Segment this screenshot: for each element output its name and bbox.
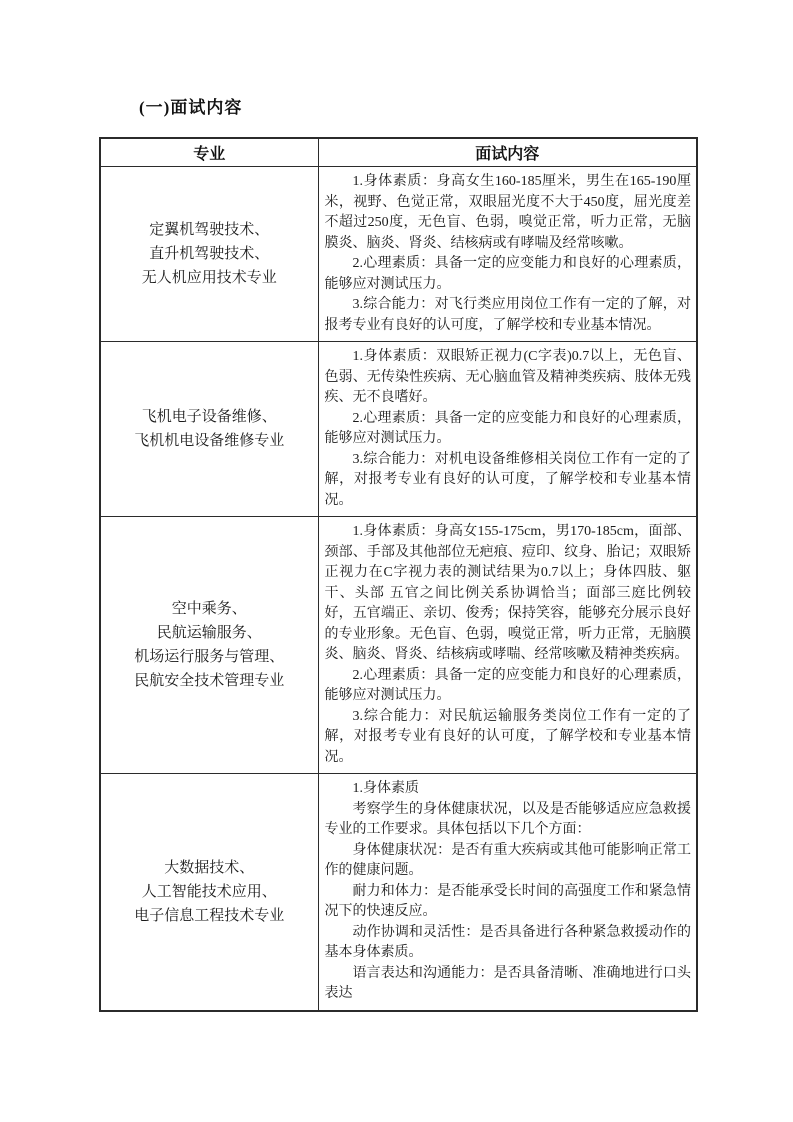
content-cell [318, 774, 697, 1011]
interview-content-table [99, 137, 698, 1012]
major-line: 大数据技术、 [164, 859, 255, 876]
content-paragraph: 1.身体素质：身高女155-175cm，男170-185cm，面部、颈部、手部及其他部位无疤痕、痘印、纹身、胎记；双眼矫正视力在C字视力表的测试结果为0.7以上；身体四肢、躯干、头部 五官之间比例关系协调恰当；面部三庭比例较好，五官端正、亲切、俊秀；保持笑容，能够充分展示良好的专业形象。无色盲、色弱，嗅觉正常，听力正常，无脑膜炎、脑炎、肾炎、结核病或哮喘、经常咳嗽及精神类疾病。 [324, 524, 691, 662]
header-major: 专业 [100, 138, 318, 167]
header-interview-content: 面试内容 [318, 138, 697, 167]
major-cell [100, 342, 318, 517]
content-paragraph: 考察学生的身体健康状况，以及是否能够适应应急救援专业的工作要求。具体包括以下几个方面： [324, 801, 691, 837]
table-row [100, 167, 697, 342]
content-paragraph: 2.心理素质：具备一定的应变能力和良好的心理素质，能够应对测试压力。 [324, 410, 691, 446]
content-cell [318, 167, 697, 342]
major-line: 人工智能技术应用、 [141, 883, 277, 900]
content-paragraph: 1.身体素质 [352, 781, 419, 796]
major-line: 直升机驾驶技术、 [149, 246, 270, 262]
content-paragraph: 语言表达和沟通能力：是否具备清晰、准确地进行口头表达 [324, 965, 691, 1001]
header-row [100, 138, 697, 167]
content-paragraph: 2.心理素质：具备一定的应变能力和良好的心理素质，能够应对测试压力。 [324, 256, 691, 292]
table-row [100, 517, 697, 774]
content-paragraph: 动作协调和灵活性：是否具备进行各种紧急救援动作的基本身体素质。 [324, 924, 691, 960]
section-heading: (一)面试内容 [139, 98, 243, 117]
major-line: 电子信息工程技术专业 [134, 907, 285, 924]
major-line: 无人机应用技术专业 [141, 270, 277, 286]
content-paragraph: 1.身体素质：双眼矫正视力(C字表)0.7以上，无色盲、色弱、无传染性疾病、无心脑血管及精神类疾病、肢体无残疾、无不良嗜好。 [324, 349, 691, 405]
table-header [100, 138, 697, 167]
major-line: 飞机机电设备维修专业 [134, 433, 285, 449]
content-paragraph: 3.综合能力：对飞行类应用岗位工作有一定的了解，对报考专业有良好的认可度，了解学校和专业基本情况。 [324, 297, 691, 333]
major-cell [100, 167, 318, 342]
major-cell [100, 517, 318, 774]
content-paragraph: 身体健康状况：是否有重大疾病或其他可能影响正常工作的健康问题。 [324, 842, 691, 878]
table-body [100, 167, 697, 1011]
major-line: 飞机电子设备维修、 [141, 409, 277, 425]
major-line: 民航安全技术管理专业 [134, 673, 285, 689]
content-paragraph: 3.综合能力：对机电设备维修相关岗位工作有一定的了解，对报考专业有良好的认可度，了解学校和专业基本情况。 [324, 451, 691, 508]
table-row [100, 774, 697, 1011]
content-paragraph: 耐力和体力：是否能承受长时间的高强度工作和紧急情况下的快速反应。 [324, 883, 691, 919]
major-line: 机场运行服务与管理、 [134, 649, 285, 665]
major-line: 民航运输服务、 [156, 625, 262, 641]
major-line: 定翼机驾驶技术、 [149, 222, 270, 238]
major-cell [100, 774, 318, 1011]
major-line: 空中乘务、 [171, 601, 247, 617]
content-paragraph: 3.综合能力：对民航运输服务类岗位工作有一定的了解，对报考专业有良好的认可度，了解学校和专业基本情况。 [324, 708, 691, 765]
content-paragraph: 2.心理素质：具备一定的应变能力和良好的心理素质，能够应对测试压力。 [324, 667, 691, 703]
content-paragraph: 1.身体素质：身高女生160-185厘米，男生在165-190厘米，视野、色觉正常，双眼屈光度不大于450度，屈光度差不超过250度，无色盲、色弱，嗅觉正常，听力正常，无脑膜炎、脑炎、肾炎、结核病或有哮喘及经常咳嗽。 [324, 174, 691, 251]
table-row [100, 342, 697, 517]
content-cell [318, 342, 697, 517]
content-cell [318, 517, 697, 774]
